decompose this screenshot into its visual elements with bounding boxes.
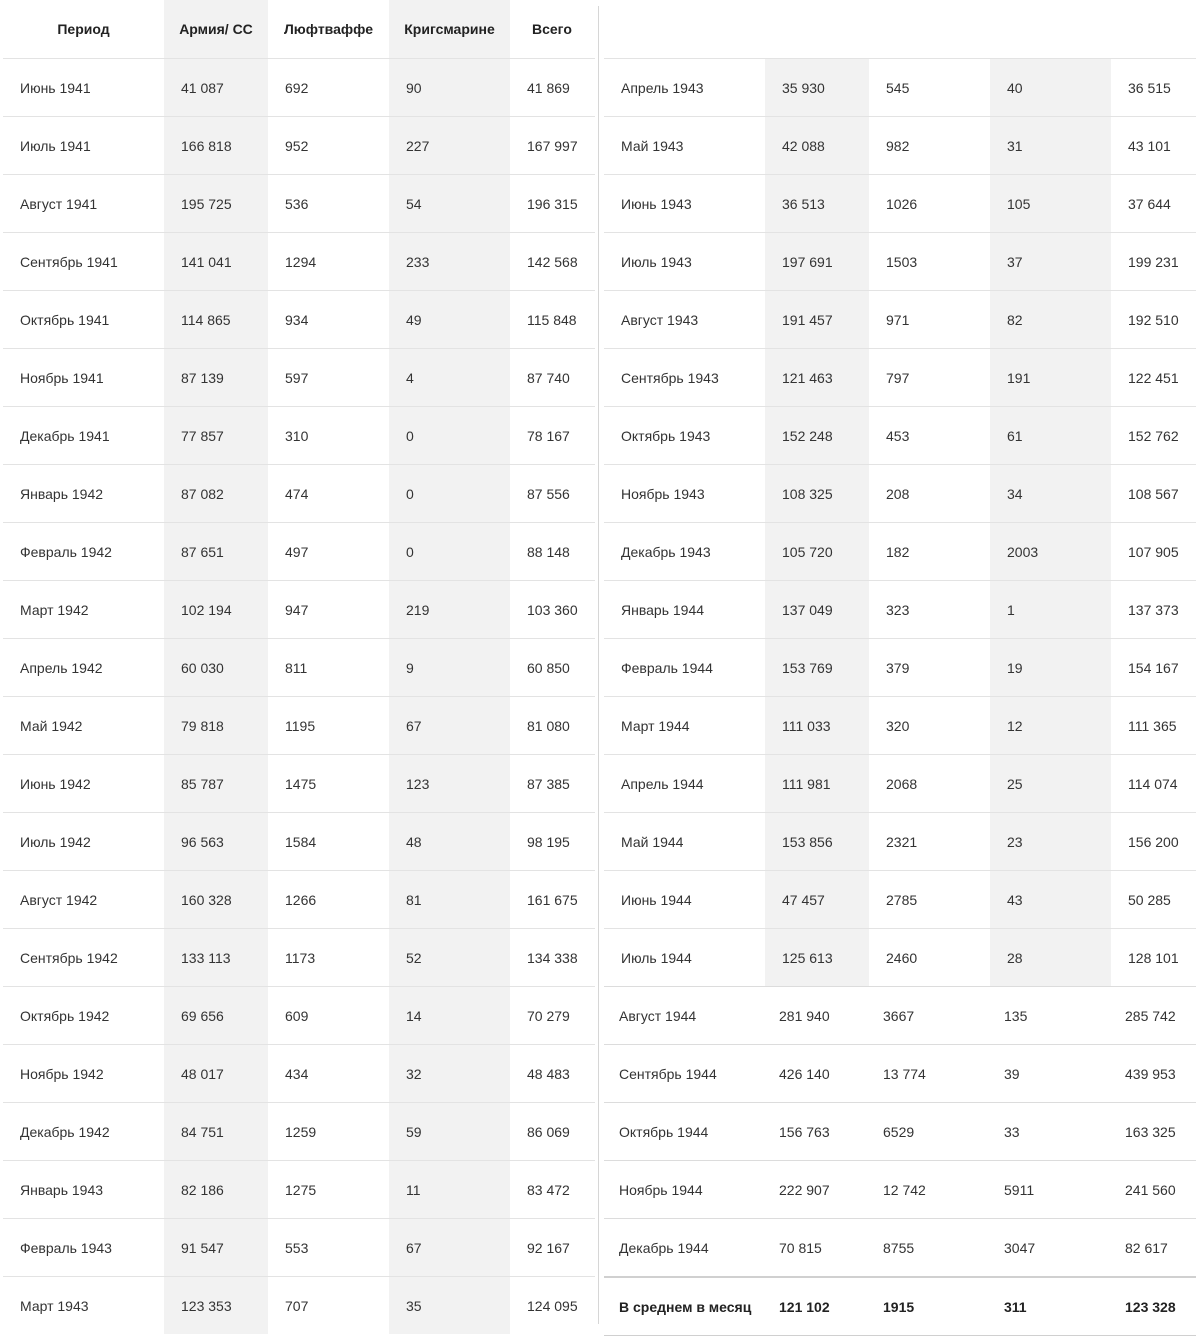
value-cell: 2785	[869, 871, 990, 929]
table-row	[3, 697, 595, 755]
table-row	[3, 117, 595, 175]
right-table-panel	[604, 0, 1196, 1336]
value-cell: 115 848	[510, 291, 595, 349]
period-cell: Май 1944	[604, 813, 765, 871]
value-cell: 6529	[869, 1103, 990, 1161]
value-cell: 167 997	[510, 117, 595, 175]
value-cell: 426 140	[765, 1045, 869, 1103]
table-row	[604, 813, 1196, 871]
value-cell: 41 087	[164, 59, 268, 117]
period-cell: Октябрь 1944	[604, 1103, 765, 1161]
value-cell: 36 515	[1111, 59, 1196, 117]
value-cell: 5911	[990, 1161, 1111, 1219]
value-cell: 103 360	[510, 581, 595, 639]
table-row	[3, 1219, 595, 1277]
period-cell: Март 1944	[604, 697, 765, 755]
value-cell: 597	[268, 349, 389, 407]
table-row	[3, 755, 595, 813]
value-cell: 79 818	[164, 697, 268, 755]
value-cell: 536	[268, 175, 389, 233]
value-cell: 67	[389, 1219, 510, 1277]
value-cell: 128 101	[1111, 929, 1196, 987]
value-cell: 92 167	[510, 1219, 595, 1277]
table-row	[604, 523, 1196, 581]
value-cell: 43	[990, 871, 1111, 929]
value-cell: 9	[389, 639, 510, 697]
value-cell: 160 328	[164, 871, 268, 929]
table-row	[604, 987, 1196, 1045]
table-row	[3, 639, 595, 697]
left-table-body	[3, 59, 595, 1335]
value-cell: 82	[990, 291, 1111, 349]
period-cell: Апрель 1944	[604, 755, 765, 813]
value-cell: 545	[869, 59, 990, 117]
value-cell: 36 513	[765, 175, 869, 233]
value-cell: 192 510	[1111, 291, 1196, 349]
table-row	[3, 175, 595, 233]
value-cell: 1195	[268, 697, 389, 755]
period-cell: Ноябрь 1942	[3, 1045, 164, 1103]
value-cell: 553	[268, 1219, 389, 1277]
value-cell: 50 285	[1111, 871, 1196, 929]
value-cell: 8755	[869, 1219, 990, 1278]
table-row	[604, 929, 1196, 987]
value-cell: 227	[389, 117, 510, 175]
table-row	[604, 407, 1196, 465]
value-cell: 91 547	[164, 1219, 268, 1277]
value-cell: 107 905	[1111, 523, 1196, 581]
value-cell: 182	[869, 523, 990, 581]
value-cell: 61	[990, 407, 1111, 465]
value-cell: 609	[268, 987, 389, 1045]
table-row	[604, 697, 1196, 755]
value-cell: 241 560	[1111, 1161, 1196, 1219]
value-cell: 811	[268, 639, 389, 697]
value-cell: 82 617	[1111, 1219, 1196, 1278]
value-cell: 33	[990, 1103, 1111, 1161]
value-cell: 19	[990, 639, 1111, 697]
value-cell: 125 613	[765, 929, 869, 987]
table-row	[604, 1103, 1196, 1161]
value-cell: 439 953	[1111, 1045, 1196, 1103]
value-cell: 96 563	[164, 813, 268, 871]
period-cell: Декабрь 1941	[3, 407, 164, 465]
table-row	[3, 871, 595, 929]
value-cell: 82 186	[164, 1161, 268, 1219]
value-cell: 154 167	[1111, 639, 1196, 697]
period-cell: Январь 1943	[3, 1161, 164, 1219]
value-cell: 111 981	[765, 755, 869, 813]
value-cell: 84 751	[164, 1103, 268, 1161]
value-cell: 102 194	[164, 581, 268, 639]
value-cell: 88 148	[510, 523, 595, 581]
period-cell: Июль 1943	[604, 233, 765, 291]
value-cell: 69 656	[164, 987, 268, 1045]
period-cell: Июнь 1942	[3, 755, 164, 813]
period-cell: Май 1942	[3, 697, 164, 755]
right-header-spacer	[604, 0, 1196, 58]
average-value: 123 328	[1111, 1277, 1196, 1336]
value-cell: 39	[990, 1045, 1111, 1103]
period-cell: Январь 1942	[3, 465, 164, 523]
value-cell: 105	[990, 175, 1111, 233]
value-cell: 152 762	[1111, 407, 1196, 465]
value-cell: 43 101	[1111, 117, 1196, 175]
table-row	[604, 59, 1196, 117]
value-cell: 70 279	[510, 987, 595, 1045]
value-cell: 23	[990, 813, 1111, 871]
table-row	[604, 639, 1196, 697]
value-cell: 191	[990, 349, 1111, 407]
value-cell: 123	[389, 755, 510, 813]
period-cell: Октябрь 1942	[3, 987, 164, 1045]
value-cell: 54	[389, 175, 510, 233]
table-row	[604, 233, 1196, 291]
value-cell: 77 857	[164, 407, 268, 465]
value-cell: 161 675	[510, 871, 595, 929]
period-cell: Январь 1944	[604, 581, 765, 639]
value-cell: 1266	[268, 871, 389, 929]
value-cell: 3047	[990, 1219, 1111, 1278]
value-cell: 60 030	[164, 639, 268, 697]
value-cell: 86 069	[510, 1103, 595, 1161]
value-cell: 222 907	[765, 1161, 869, 1219]
table-row	[604, 1219, 1196, 1278]
value-cell: 142 568	[510, 233, 595, 291]
header-luftwaffe: Люфтваффе	[283, 21, 373, 37]
table-row	[3, 1045, 595, 1103]
period-cell: Ноябрь 1941	[3, 349, 164, 407]
value-cell: 41 869	[510, 59, 595, 117]
period-cell: Сентябрь 1941	[3, 233, 164, 291]
table-row	[3, 1277, 595, 1335]
value-cell: 60 850	[510, 639, 595, 697]
table-row	[604, 465, 1196, 523]
value-cell: 78 167	[510, 407, 595, 465]
value-cell: 156 200	[1111, 813, 1196, 871]
value-cell: 87 139	[164, 349, 268, 407]
value-cell: 1259	[268, 1103, 389, 1161]
period-cell: Август 1944	[604, 987, 765, 1045]
value-cell: 152 248	[765, 407, 869, 465]
average-label: В среднем в месяц	[604, 1277, 765, 1336]
value-cell: 1294	[268, 233, 389, 291]
value-cell: 28	[990, 929, 1111, 987]
value-cell: 2460	[869, 929, 990, 987]
table-row	[604, 1045, 1196, 1103]
value-cell: 434	[268, 1045, 389, 1103]
value-cell: 48 483	[510, 1045, 595, 1103]
value-cell: 40	[990, 59, 1111, 117]
value-cell: 379	[869, 639, 990, 697]
table-row	[3, 581, 595, 639]
left-table-panel	[3, 0, 595, 1334]
value-cell: 87 651	[164, 523, 268, 581]
value-cell: 47 457	[765, 871, 869, 929]
average-row	[604, 1277, 1196, 1336]
value-cell: 0	[389, 465, 510, 523]
period-cell: Сентябрь 1944	[604, 1045, 765, 1103]
period-cell: Август 1941	[3, 175, 164, 233]
value-cell: 166 818	[164, 117, 268, 175]
value-cell: 453	[869, 407, 990, 465]
value-cell: 70 815	[765, 1219, 869, 1278]
value-cell: 31	[990, 117, 1111, 175]
header-row	[3, 0, 595, 59]
value-cell: 2003	[990, 523, 1111, 581]
header-total: Всего	[532, 21, 572, 37]
table-row	[3, 1103, 595, 1161]
value-cell: 34	[990, 465, 1111, 523]
period-cell: Апрель 1942	[3, 639, 164, 697]
period-cell: Ноябрь 1944	[604, 1161, 765, 1219]
value-cell: 163 325	[1111, 1103, 1196, 1161]
losses-table-right	[604, 58, 1196, 1336]
value-cell: 281 940	[765, 987, 869, 1045]
value-cell: 952	[268, 117, 389, 175]
value-cell: 219	[389, 581, 510, 639]
value-cell: 4	[389, 349, 510, 407]
value-cell: 13 774	[869, 1045, 990, 1103]
value-cell: 474	[268, 465, 389, 523]
average-value: 121 102	[765, 1277, 869, 1336]
value-cell: 141 041	[164, 233, 268, 291]
value-cell: 122 451	[1111, 349, 1196, 407]
table-row	[3, 465, 595, 523]
period-cell: Октябрь 1941	[3, 291, 164, 349]
period-cell: Июль 1942	[3, 813, 164, 871]
table-row	[604, 117, 1196, 175]
value-cell: 35	[389, 1277, 510, 1335]
value-cell: 153 769	[765, 639, 869, 697]
value-cell: 2068	[869, 755, 990, 813]
value-cell: 124 095	[510, 1277, 595, 1335]
value-cell: 0	[389, 407, 510, 465]
value-cell: 37	[990, 233, 1111, 291]
value-cell: 11	[389, 1161, 510, 1219]
value-cell: 0	[389, 523, 510, 581]
table-row	[3, 929, 595, 987]
value-cell: 137 049	[765, 581, 869, 639]
value-cell: 83 472	[510, 1161, 595, 1219]
value-cell: 114 865	[164, 291, 268, 349]
value-cell: 233	[389, 233, 510, 291]
period-cell: Июль 1941	[3, 117, 164, 175]
value-cell: 1475	[268, 755, 389, 813]
value-cell: 90	[389, 59, 510, 117]
losses-table-left	[3, 0, 595, 1334]
value-cell: 49	[389, 291, 510, 349]
period-cell: Февраль 1943	[3, 1219, 164, 1277]
table-row	[604, 175, 1196, 233]
value-cell: 108 567	[1111, 465, 1196, 523]
value-cell: 48 017	[164, 1045, 268, 1103]
value-cell: 59	[389, 1103, 510, 1161]
value-cell: 1	[990, 581, 1111, 639]
value-cell: 1026	[869, 175, 990, 233]
table-row	[3, 233, 595, 291]
value-cell: 12	[990, 697, 1111, 755]
value-cell: 947	[268, 581, 389, 639]
period-cell: Март 1942	[3, 581, 164, 639]
table-row	[604, 581, 1196, 639]
right-table-body	[604, 59, 1196, 1336]
value-cell: 982	[869, 117, 990, 175]
value-cell: 48	[389, 813, 510, 871]
average-value: 311	[990, 1277, 1111, 1336]
value-cell: 81 080	[510, 697, 595, 755]
value-cell: 1503	[869, 233, 990, 291]
period-cell: Июнь 1941	[3, 59, 164, 117]
table-row	[3, 349, 595, 407]
period-cell: Март 1943	[3, 1277, 164, 1335]
table-row	[3, 407, 595, 465]
value-cell: 114 074	[1111, 755, 1196, 813]
period-cell: Июнь 1944	[604, 871, 765, 929]
period-cell: Август 1943	[604, 291, 765, 349]
header-kriegsmarine: Кригсмарине	[389, 0, 510, 59]
value-cell: 320	[869, 697, 990, 755]
value-cell: 497	[268, 523, 389, 581]
table-row	[604, 1161, 1196, 1219]
value-cell: 934	[268, 291, 389, 349]
value-cell: 87 385	[510, 755, 595, 813]
value-cell: 199 231	[1111, 233, 1196, 291]
value-cell: 692	[268, 59, 389, 117]
period-cell: Август 1942	[3, 871, 164, 929]
table-row	[3, 987, 595, 1045]
value-cell: 111 365	[1111, 697, 1196, 755]
table-row	[3, 1161, 595, 1219]
value-cell: 42 088	[765, 117, 869, 175]
value-cell: 196 315	[510, 175, 595, 233]
value-cell: 12 742	[869, 1161, 990, 1219]
value-cell: 137 373	[1111, 581, 1196, 639]
table-row	[604, 871, 1196, 929]
value-cell: 156 763	[765, 1103, 869, 1161]
value-cell: 134 338	[510, 929, 595, 987]
value-cell: 123 353	[164, 1277, 268, 1335]
value-cell: 3667	[869, 987, 990, 1045]
table-row	[3, 59, 595, 117]
average-value: 1915	[869, 1277, 990, 1336]
value-cell: 87 082	[164, 465, 268, 523]
value-cell: 81	[389, 871, 510, 929]
table-row	[3, 523, 595, 581]
period-cell: Февраль 1942	[3, 523, 164, 581]
value-cell: 1584	[268, 813, 389, 871]
value-cell: 111 033	[765, 697, 869, 755]
value-cell: 108 325	[765, 465, 869, 523]
value-cell: 87 740	[510, 349, 595, 407]
period-cell: Декабрь 1943	[604, 523, 765, 581]
value-cell: 133 113	[164, 929, 268, 987]
value-cell: 52	[389, 929, 510, 987]
value-cell: 197 691	[765, 233, 869, 291]
period-cell: Октябрь 1943	[604, 407, 765, 465]
value-cell: 98 195	[510, 813, 595, 871]
period-cell: Май 1943	[604, 117, 765, 175]
table-row	[3, 813, 595, 871]
period-cell: Декабрь 1942	[3, 1103, 164, 1161]
value-cell: 87 556	[510, 465, 595, 523]
period-cell: Сентябрь 1942	[3, 929, 164, 987]
table-row	[604, 349, 1196, 407]
period-cell: Сентябрь 1943	[604, 349, 765, 407]
value-cell: 14	[389, 987, 510, 1045]
value-cell: 1173	[268, 929, 389, 987]
value-cell: 191 457	[765, 291, 869, 349]
value-cell: 323	[869, 581, 990, 639]
table-row	[3, 291, 595, 349]
value-cell: 121 463	[765, 349, 869, 407]
value-cell: 35 930	[765, 59, 869, 117]
header-period: Период	[57, 21, 110, 37]
table-row	[604, 755, 1196, 813]
value-cell: 1275	[268, 1161, 389, 1219]
value-cell: 285 742	[1111, 987, 1196, 1045]
period-cell: Февраль 1944	[604, 639, 765, 697]
value-cell: 32	[389, 1045, 510, 1103]
value-cell: 2321	[869, 813, 990, 871]
period-cell: Декабрь 1944	[604, 1219, 765, 1278]
value-cell: 135	[990, 987, 1111, 1045]
value-cell: 195 725	[164, 175, 268, 233]
value-cell: 85 787	[164, 755, 268, 813]
period-cell: Июль 1944	[604, 929, 765, 987]
value-cell: 208	[869, 465, 990, 523]
value-cell: 153 856	[765, 813, 869, 871]
header-army: Армия/ СС	[164, 0, 268, 59]
table-row	[604, 291, 1196, 349]
value-cell: 310	[268, 407, 389, 465]
period-cell: Июнь 1943	[604, 175, 765, 233]
value-cell: 67	[389, 697, 510, 755]
period-cell: Апрель 1943	[604, 59, 765, 117]
value-cell: 971	[869, 291, 990, 349]
period-cell: Ноябрь 1943	[604, 465, 765, 523]
value-cell: 105 720	[765, 523, 869, 581]
column-divider	[598, 6, 599, 1324]
value-cell: 797	[869, 349, 990, 407]
value-cell: 25	[990, 755, 1111, 813]
value-cell: 37 644	[1111, 175, 1196, 233]
value-cell: 707	[268, 1277, 389, 1335]
